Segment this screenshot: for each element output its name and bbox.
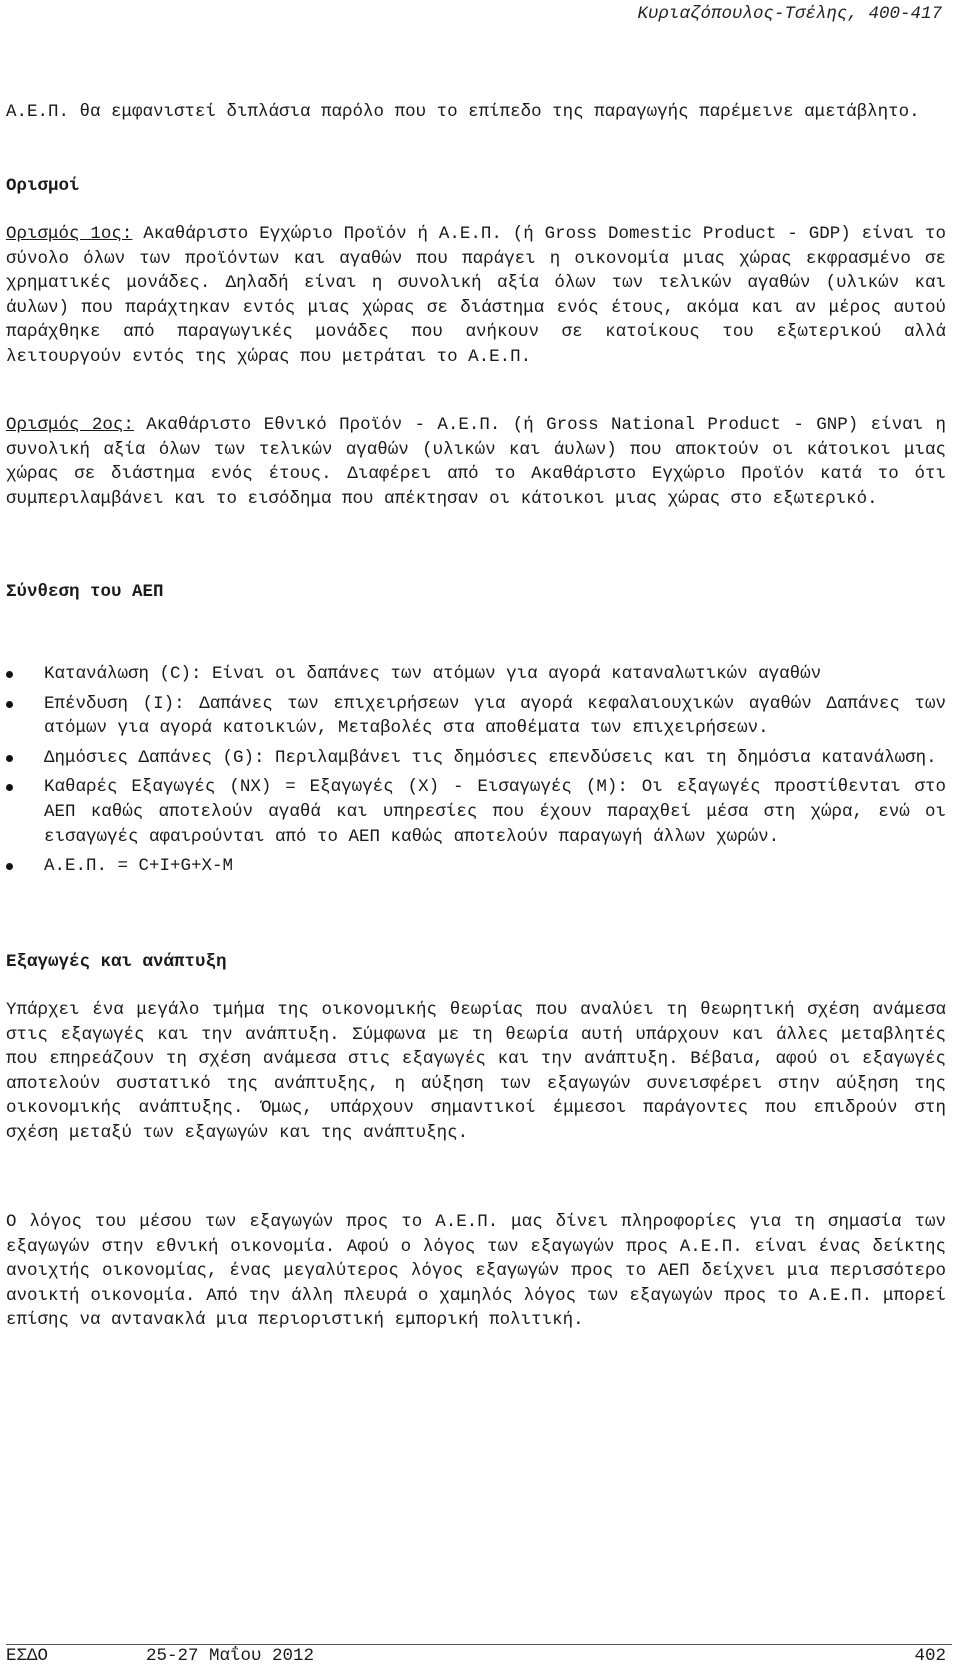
definition-2-paragraph: [6, 413, 946, 511]
footer-date: 25-27 Μαΐου 2012: [146, 1646, 315, 1666]
bullet-icon: [6, 755, 13, 762]
footer-left: ΕΣΔΟ: [6, 1646, 49, 1666]
list-item: [6, 692, 946, 741]
definition-1-text: Ακαθάριστο Εγχώριο Προϊόν ή Α.Ε.Π. (ή Gross Domestic Product - GDP) είναι το σύνολο όλων των προϊόντων και αγαθών που παράγει η οικονομία μιας χώρας εκφρασμένο σε χρηματικές μονάδες. Δηλαδή είναι η συνολική αξία όλων των τελικών αγαθών (υλικών και άυλων) που παράχτηκαν εντός μιας χώρας σε διάστημα ενός έτους, ακόμα και αν μέρος αυτού παράχθηκε από παραγωγικές μονάδες που ανήκουν σε κατοίκους του εξωτερικού αλλά λειτουργούν εντός της χώρας που μετράται το Α.Ε.Π.: [6, 224, 946, 367]
composition-heading: Σύνθεση του ΑΕΠ: [6, 582, 164, 602]
list-item-text: Καθαρές Εξαγωγές (ΝΧ) = Εξαγωγές (Χ) - Εισαγωγές (Μ): Οι εξαγωγές προστίθενται στο ΑΕΠ καθώς αποτελούν αγαθά και υπηρεσίες που έχουν παραχθεί μέσα στη χώρα, ενώ οι εισαγωγές αφαιρούνται από το ΑΕΠ καθώς αποτελούν παραγωγή άλλων χωρών.: [44, 777, 946, 847]
exports-paragraph-2: Ο λόγος του μέσου των εξαγωγών προς το Α.Ε.Π. μας δίνει πληροφορίες για τη σημασία των εξαγωγών στην εθνική οικονομία. Αφού ο λόγος των εξαγωγών προς Α.Ε.Π. είναι ένας δείκτης ανοιχτής οικονομίας, ένας μεγαλύτερος λόγος εξαγωγών προς το ΑΕΠ δείχνει μια περισσότερο ανοικτή οικονομία. Από την άλλη πλευρά ο χαμηλός λόγος των εξαγωγών προς το Α.Ε.Π. μπορεί επίσης να αντανακλά μια περιοριστική εμπορική πολιτική.: [6, 1212, 946, 1331]
bullet-icon: [6, 863, 13, 870]
list-item: [6, 854, 946, 879]
list-item-text: Επένδυση (Ι): Δαπάνες των επιχειρήσεων για αγορά κεφαλαιουχικών αγαθών Δαπάνες των ατόμων για αγορά κατοικιών, Μεταβολές στα αποθέματα των επιχειρήσεων.: [44, 693, 946, 739]
page-number: 402: [914, 1646, 946, 1666]
definition-2-label: Ορισμός 2ος:: [6, 415, 134, 435]
composition-list: [6, 662, 946, 884]
list-item: [6, 775, 946, 849]
bullet-icon: [6, 671, 13, 678]
bullet-icon: [6, 701, 13, 708]
list-item: [6, 662, 946, 687]
list-item-text: Δημόσιες Δαπάνες (G): Περιλαμβάνει τις δημόσιες επενδύσεις και τη δημόσια κατανάλωση.: [44, 747, 937, 768]
intro-paragraph: Α.Ε.Π. θα εμφανιστεί διπλάσια παρόλο που το επίπεδο της παραγωγής παρέμεινε αμετάβλητο.: [6, 102, 920, 122]
definition-1-label: Ορισμός 1ος:: [6, 224, 133, 244]
exports-heading: Εξαγωγές και ανάπτυξη: [6, 952, 227, 972]
list-item-text: Α.Ε.Π. = C+I+G+X-M: [44, 856, 234, 877]
bullet-icon: [6, 784, 13, 791]
exports-paragraph-1: Υπάρχει ένα μεγάλο τμήμα της οικονομικής θεωρίας που αναλύει τη θεωρητική σχέση ανάμεσα στις εξαγωγές και την ανάπτυξη. Σύμφωνα με τη θεωρία αυτή υπάρχουν και άλλες μεταβλητές που επηρεάζουν τη σχέση ανάμεσα στις εξαγωγές και την ανάπτυξη. Βέβαια, αφού οι εξαγωγές αποτελούν συστατικό της ανάπτυξης, η αύξηση των εξαγωγών συνεισφέρει στην αύξηση της οικονομικής ανάπτυξης. Όμως, υπάρχουν σημαντικοί έμμεσοι παράγοντες που επιδρούν στη σχέση μεταξύ των εξαγωγών και της ανάπτυξης.: [6, 1000, 946, 1143]
list-item-text: Κατανάλωση (C): Είναι οι δαπάνες των ατόμων για αγορά καταναλωτικών αγαθών: [44, 664, 822, 684]
document-page: [6, 0, 952, 1667]
definitions-heading: Ορισμοί: [6, 176, 80, 196]
list-item: [6, 746, 946, 771]
definition-2-text: Ακαθάριστο Εθνικό Προϊόν - Α.Ε.Π. (ή Gross National Product - GNP) είναι η συνολική αξία όλων των τελικών αγαθών (υλικών και άυλων) που αποκτούν οι κάτοικοι μιας χώρας σε διάστημα ενός έτους. Διαφέρει από το Ακαθάριστο Εγχώριο Προϊόν κατά το ότι συμπεριλαμβάνει και το εισόδημα που απέκτησαν οι κάτοικοι μιας χώρας στο εξωτερικό.: [6, 415, 946, 509]
running-header: Κυριαζόπουλος-Τσέλης, 400-417: [637, 4, 942, 24]
definition-1-paragraph: [6, 222, 946, 370]
